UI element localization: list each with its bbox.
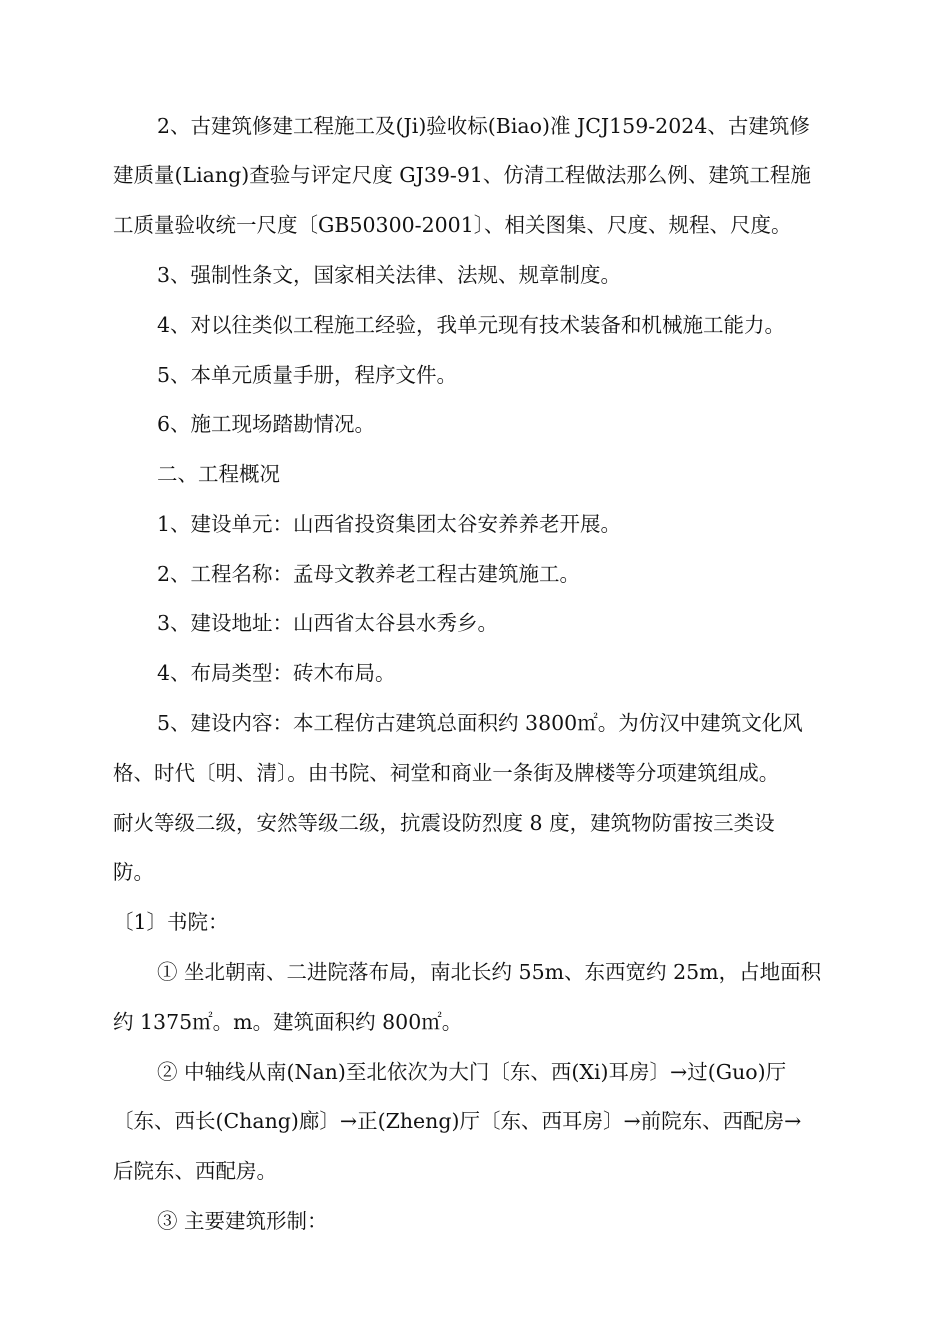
text-line-07: 6、施工现场踏勘情况。 — [157, 412, 376, 436]
text-line-16: 防。 — [113, 860, 154, 884]
text-line-20: ② 中轴线从南(Nan)至北依次为大门〔东、西(Xi)耳房〕→过(Guo)厅 — [157, 1060, 787, 1084]
section-heading: 二、工程概况 — [157, 462, 280, 486]
text-line-04: 3、强制性条文，国家相关法律、法规、规章制度。 — [157, 263, 622, 287]
text-line-23: ③ 主要建筑形制： — [157, 1209, 328, 1233]
text-line-22: 后院东、西配房。 — [113, 1159, 277, 1183]
text-line-18: ① 坐北朝南、二进院落布局，南北长约 55m、东西宽约 25m，占地面积 — [157, 960, 822, 984]
text-line-12: 4、布局类型：砖木布局。 — [157, 661, 396, 685]
text-line-14: 格、时代〔明、清〕。由书院、祠堂和商业一条街及牌楼等分项建筑组成。 — [113, 761, 780, 785]
text-line-21: 〔东、西长(Chang)廊〕→正(Zheng)厅〔东、西耳房〕→前院东、西配房→ — [113, 1109, 802, 1133]
text-line-03: 工质量验收统一尺度〔GB50300-2001〕、相关图集、尺度、规程、尺度。 — [113, 213, 792, 237]
text-line-19: 约 1375㎡。m。建筑面积约 800㎡。 — [113, 1010, 463, 1034]
text-line-02: 建质量(Liang)查验与评定尺度 GJ39-91、仿清工程做法那么例、建筑工程施 — [113, 163, 811, 187]
text-line-09: 1、建设单元：山西省投资集团太谷安养养老开展。 — [157, 512, 622, 536]
text-line-13: 5、建设内容：本工程仿古建筑总面积约 3800㎡。为仿汉中建筑文化风 — [157, 711, 803, 735]
text-line-15: 耐火等级二级，安然等级二级，抗震设防烈度 8 度，建筑物防雷按三类设 — [113, 811, 775, 835]
text-line-06: 5、本单元质量手册，程序文件。 — [157, 363, 458, 387]
text-line-17: 〔1〕书院： — [113, 910, 229, 934]
text-line-11: 3、建设地址：山西省太谷县水秀乡。 — [157, 611, 499, 635]
text-line-01: 2、古建筑修建工程施工及(Ji)验收标(Biao)准 JCJ159-2024、古建筑修 — [157, 114, 810, 138]
text-line-10: 2、工程名称：孟母文教养老工程古建筑施工。 — [157, 562, 581, 586]
text-line-05: 4、对以往类似工程施工经验，我单元现有技术装备和机械施工能力。 — [157, 313, 786, 337]
